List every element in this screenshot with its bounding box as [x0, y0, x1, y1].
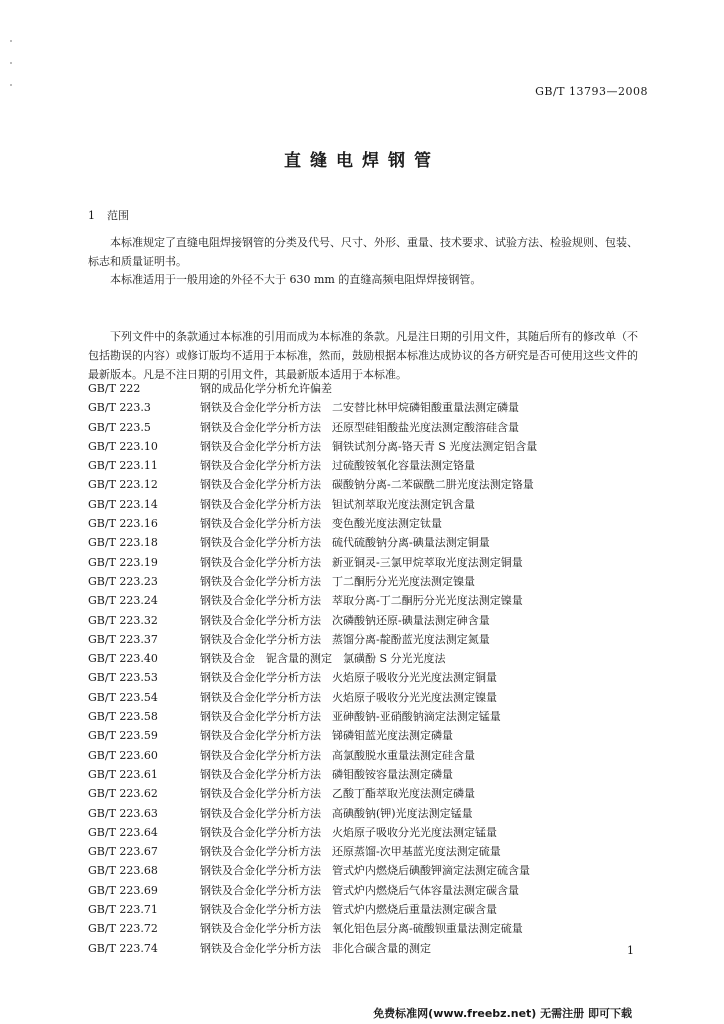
reference-item — [88, 475, 648, 494]
reference-item — [88, 823, 648, 842]
reference-item — [88, 939, 648, 958]
reference-code: GB/T 223.64 — [88, 825, 158, 839]
reference-code: GB/T 223.16 — [88, 517, 158, 531]
reference-code: GB/T 223.12 — [88, 478, 158, 492]
reference-name: 钢铁及合金化学分析方法 新亚铜灵-三氯甲烷萃取光度法测定铜量 — [200, 555, 523, 569]
normative-references-intro: 下列文件中的条款通过本标准的引用而成为本标准的条款。凡是注日期的引用文件，其随后所有的修改单（不包括勘误的内容）或修订版均不适用于本标准，然而，鼓励根据本标准达成协议的各方研究是否可使用这些文件的最新版本。凡是不注日期的引用文件，其最新版本适用于本标准。 — [88, 330, 638, 381]
reference-code: GB/T 223.18 — [88, 536, 158, 550]
reference-name: 钢铁及合金化学分析方法 火焰原子吸收分光光度法测定镍量 — [200, 690, 497, 704]
reference-name: 钢铁及合金化学分析方法 还原型硅钼酸盐光度法测定酸溶硅含量 — [200, 420, 519, 434]
reference-name: 钢铁及合金化学分析方法 高氯酸脱水重量法测定硅含量 — [200, 748, 475, 762]
reference-item — [88, 379, 648, 398]
reference-name: 钢铁及合金化学分析方法 丁二酮肟分光光度法测定镍量 — [200, 574, 475, 588]
reference-code: GB/T 223.72 — [88, 922, 158, 936]
reference-code: GB/T 223.23 — [88, 574, 158, 588]
reference-item — [88, 611, 648, 630]
reference-code: GB/T 223.60 — [88, 748, 158, 762]
reference-code: GB/T 223.14 — [88, 497, 158, 511]
reference-name: 钢铁及合金化学分析方法 锑磷钼蓝光度法测定磷量 — [200, 729, 453, 743]
reference-name: 钢的成品化学分析允许偏差 — [200, 382, 332, 395]
reference-name: 钢铁及合金化学分析方法 硫代硫酸钠分离-碘量法测定铜量 — [200, 536, 490, 550]
reference-name: 钢铁及合金化学分析方法 碳酸钠分离-二苯碳酰二肼光度法测定铬量 — [200, 478, 534, 492]
reference-code: GB/T 223.62 — [88, 787, 158, 801]
reference-code: GB/T 223.67 — [88, 845, 158, 859]
reference-item — [88, 456, 648, 475]
reference-code: GB/T 223.54 — [88, 690, 158, 704]
scope-paragraph: 本标准规定了直缝电阻焊接钢管的分类及代号、尺寸、外形、重量、技术要求、试验方法、检验规则、包装、标志和质量证明书。 — [88, 236, 638, 268]
reference-code: GB/T 223.11 — [88, 459, 158, 473]
reference-item — [88, 649, 648, 668]
reference-name: 钢铁及合金化学分析方法 亚砷酸钠-亚硝酸钠滴定法测定锰量 — [200, 710, 501, 724]
reference-item — [88, 591, 648, 610]
reference-item — [88, 746, 648, 765]
reference-list — [88, 379, 648, 958]
reference-item — [88, 726, 648, 745]
reference-name: 钢铁及合金化学分析方法 磷钼酸铵容量法测定磷量 — [200, 767, 453, 781]
reference-name: 钢铁及合金化学分析方法 高碘酸钠(钾)光度法测定锰量 — [200, 806, 473, 820]
reference-code: GB/T 223.58 — [88, 710, 158, 724]
reference-code: GB/T 223.10 — [88, 439, 158, 453]
reference-name: 钢铁及合金化学分析方法 非化合碳含量的测定 — [200, 941, 431, 955]
reference-code: GB/T 223.61 — [88, 767, 158, 781]
reference-name: 钢铁及合金化学分析方法 火焰原子吸收分光光度法测定锰量 — [200, 825, 497, 839]
reference-code: GB/T 223.53 — [88, 671, 158, 685]
reference-code: GB/T 223.74 — [88, 941, 158, 955]
reference-name: 钢铁及合金化学分析方法 火焰原子吸收分光光度法测定铜量 — [200, 671, 497, 685]
reference-item — [88, 881, 648, 900]
reference-item — [88, 514, 648, 533]
reference-code: GB/T 223.59 — [88, 729, 158, 743]
reference-code: GB/T 223.40 — [88, 652, 158, 666]
reference-code: GB/T 223.5 — [88, 420, 151, 434]
reference-item — [88, 900, 648, 919]
reference-name: 钢铁及合金化学分析方法 铜铁试剂分离-铬天青 S 光度法测定铝含量 — [200, 439, 538, 453]
reference-name: 钢铁及合金化学分析方法 二安替比林甲烷磷钼酸重量法测定磷量 — [200, 401, 519, 415]
reference-item — [88, 688, 648, 707]
binding-mark — [10, 84, 12, 86]
document-title: 直缝电焊钢管 — [284, 151, 440, 171]
reference-code: GB/T 223.69 — [88, 883, 158, 897]
reference-item — [88, 804, 648, 823]
download-footer: 免费标准网(www.freebz.net) 无需注册 即可下载 — [373, 1007, 632, 1020]
reference-code: GB/T 223.19 — [88, 555, 158, 569]
reference-item — [88, 495, 648, 514]
section-heading — [88, 207, 129, 223]
reference-name: 钢铁及合金化学分析方法 氧化铝色层分离-硫酸钡重量法测定硫量 — [200, 922, 523, 936]
reference-name: 钢铁及合金化学分析方法 管式炉内燃烧后碘酸钾滴定法测定硫含量 — [200, 864, 530, 878]
reference-item — [88, 630, 648, 649]
reference-name: 钢铁及合金化学分析方法 萃取分离-丁二酮肟分光光度法测定镍量 — [200, 594, 523, 608]
reference-item — [88, 553, 648, 572]
reference-item — [88, 418, 648, 437]
section-title: 范围 — [107, 209, 129, 222]
reference-item — [88, 572, 648, 591]
reference-name: 钢铁及合金化学分析方法 变色酸光度法测定钛量 — [200, 517, 442, 531]
applicability-paragraph: 本标准适用于一般用途的外径不大于 630 mm 的直缝高频电阻焊焊接钢管。 — [110, 273, 482, 286]
reference-name: 钢铁及合金化学分析方法 次磷酸钠还原-碘量法测定砷含量 — [200, 613, 490, 627]
binding-mark — [10, 40, 12, 42]
section-number: 1 — [88, 209, 95, 222]
reference-name: 钢铁及合金化学分析方法 过硫酸铵氧化容量法测定铬量 — [200, 459, 475, 473]
reference-name: 钢铁及合金化学分析方法 蒸馏分离-靛酚蓝光度法测定氮量 — [200, 632, 490, 646]
reference-code: GB/T 223.24 — [88, 594, 158, 608]
reference-code: GB/T 223.68 — [88, 864, 158, 878]
reference-name: 钢铁及合金化学分析方法 钽试剂萃取光度法测定钒含量 — [200, 497, 475, 511]
standard-number: GB/T 13793—2008 — [535, 85, 648, 98]
reference-name: 钢铁及合金 铌含量的测定 氯磺酚 S 分光光度法 — [200, 652, 446, 666]
reference-item — [88, 861, 648, 880]
reference-code: GB/T 223.71 — [88, 903, 158, 917]
reference-code: GB/T 223.63 — [88, 806, 158, 820]
reference-name: 钢铁及合金化学分析方法 管式炉内燃烧后气体容量法测定碳含量 — [200, 883, 519, 897]
reference-item — [88, 398, 648, 417]
reference-code: GB/T 223.37 — [88, 632, 158, 646]
reference-item — [88, 437, 648, 456]
reference-name: 钢铁及合金化学分析方法 还原蒸馏-次甲基蓝光度法测定硫量 — [200, 845, 501, 859]
binding-mark — [10, 62, 12, 64]
page-number: 1 — [627, 944, 634, 957]
reference-item — [88, 707, 648, 726]
reference-item — [88, 668, 648, 687]
reference-name: 钢铁及合金化学分析方法 乙酸丁酯萃取光度法测定磷量 — [200, 787, 475, 801]
reference-item — [88, 919, 648, 938]
reference-item — [88, 784, 648, 803]
reference-name: 钢铁及合金化学分析方法 管式炉内燃烧后重量法测定碳含量 — [200, 903, 497, 917]
reference-code: GB/T 223.32 — [88, 613, 158, 627]
reference-item — [88, 533, 648, 552]
reference-item — [88, 765, 648, 784]
reference-code: GB/T 222 — [88, 382, 141, 395]
reference-code: GB/T 223.3 — [88, 401, 151, 415]
reference-item — [88, 842, 648, 861]
